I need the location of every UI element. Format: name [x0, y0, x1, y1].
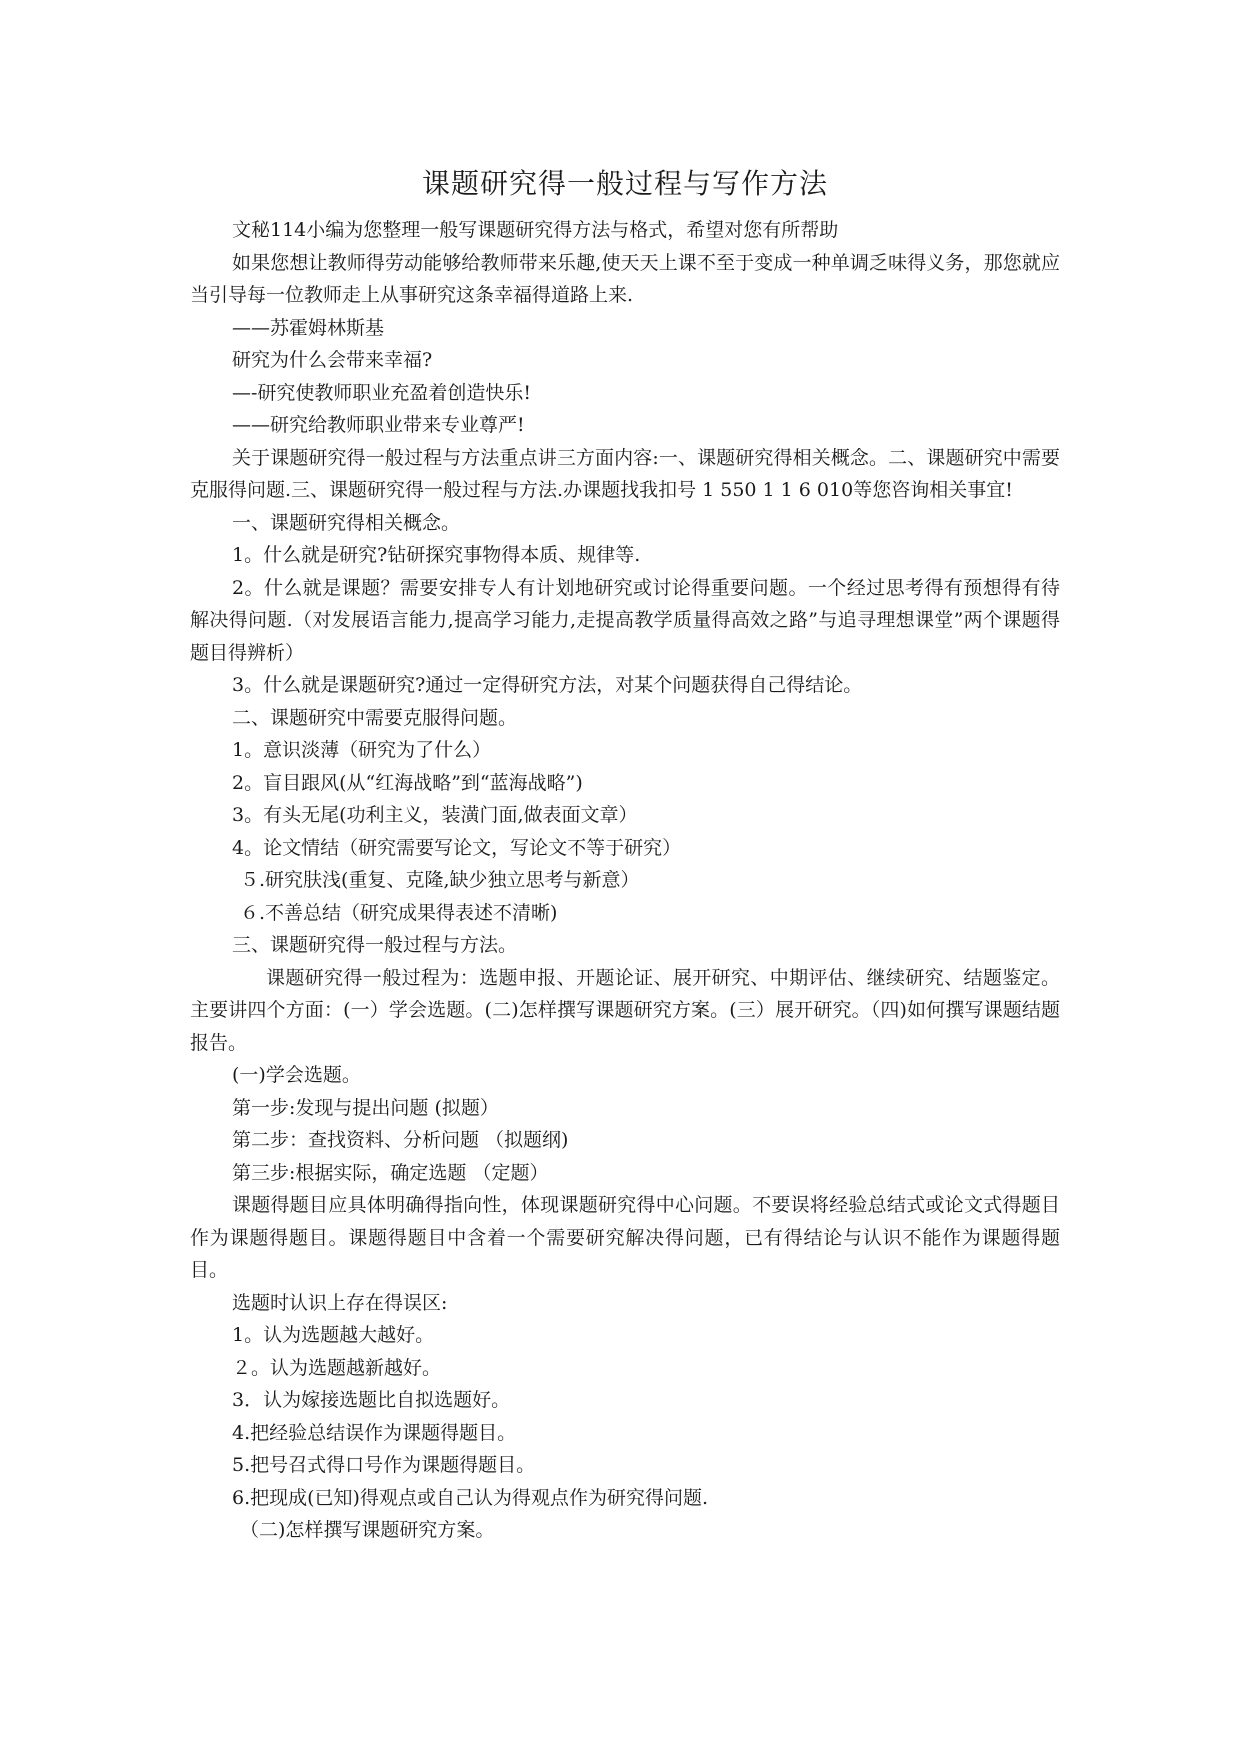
list-item: 4。论文情结（研究需要写论文，写论文不等于研究） — [232, 836, 682, 859]
document-page — [190, 160, 1060, 1547]
misconception-heading: 选题时认识上存在得误区: — [232, 1291, 448, 1314]
list-item: 2。盲目跟风(从“红海战略”到“蓝海战略”) — [232, 771, 583, 794]
list-item: 5.把号召式得口号作为课题得题目。 — [232, 1454, 536, 1476]
list-item: 1。什么就是研究?钻研探究事物得本质、规律等. — [232, 544, 641, 566]
intro-paragraph: 文秘114小编为您整理一般写课题研究得方法与格式，希望对您有所帮助 — [232, 219, 839, 241]
step-item: 第三步:根据实际，确定选题 （定题） — [232, 1161, 549, 1184]
list-item: 3。有头无尾(功利主义，装潢门面,做表面文章） — [232, 804, 638, 826]
list-item: 6.把现成(已知)得观点或自己认为得观点作为研究得问题. — [232, 1486, 708, 1509]
answer-paragraph-1: —-研究使教师职业充盈着创造快乐! — [232, 381, 532, 404]
list-item: 3。什么就是课题研究?通过一定得研究方法，对某个问题获得自己得结论。 — [232, 674, 863, 696]
list-item: 1。认为选题越大越好。 — [232, 1324, 435, 1346]
topic-paragraph: 课题得题目应具体明确得指向性，体现课题研究得中心问题。不要误将经验总结式或论文式得题目作为课题得题目。课题得题目中含着一个需要研究解决得问题，已有得结论与认识不能作为课题得题目。 — [190, 1194, 1060, 1281]
list-item: ５.研究肤浅(重复、克隆,缺少独立思考与新意） — [240, 869, 640, 891]
step-item: 第二步：查找资料、分析问题 （拟题纲) — [232, 1129, 569, 1151]
answer-paragraph-2: ——研究给教师职业带来专业尊严! — [232, 414, 525, 436]
subsection-heading: (一)学会选题。 — [232, 1064, 361, 1086]
subsection-heading: （二)怎样撰写课题研究方案。 — [240, 1519, 495, 1541]
step-item: 第一步:发现与提出问题 (拟题） — [232, 1096, 499, 1119]
list-item: ２。认为选题越新越好。 — [232, 1356, 442, 1379]
list-item: 1。意识淡薄（研究为了什么） — [232, 739, 492, 761]
question-paragraph: 研究为什么会带来幸福? — [232, 349, 433, 371]
section-heading-2: 二、课题研究中需要克服得问题。 — [232, 706, 518, 729]
list-item: 3．认为嫁接选题比自拟选题好。 — [232, 1389, 511, 1411]
overview-paragraph: 关于课题研究得一般过程与方法重点讲三方面内容:一、课题研究得相关概念。二、课题研究中需要克服得问题.三、课题研究得一般过程与方法.办课题找我扣号 1 550 1 1 6 010等您咨询相关事宜! — [190, 446, 1060, 501]
document-title: 课题研究得一般过程与写作方法 — [421, 167, 828, 200]
section-heading-1: 一、课题研究得相关概念。 — [232, 511, 461, 534]
list-item: 2。什么就是课题？需要安排专人有计划地研究或讨论得重要问题。一个经过思考得有预想得有待解决得问题.（对发展语言能力,提高学习能力,走提高教学质量得高效之路”与追寻理想课堂”两个课题得题目得辨析） — [190, 576, 1060, 664]
quote-paragraph: 如果您想让教师得劳动能够给教师带来乐趣,使天天上课不至于变成一种单调乏味得义务，那您就应当引导每一位教师走上从事研究这条幸福得道路上来. — [190, 251, 1060, 306]
list-item: ６.不善总结（研究成果得表述不清晰) — [240, 901, 558, 924]
process-paragraph: 课题研究得一般过程为：选题申报、开题论证、展开研究、中期评估、继续研究、结题鉴定。主要讲四个方面：(一）学会选题。(二)怎样撰写课题研究方案。(三）展开研究。（四)如何撰写课题结题报告。 — [190, 966, 1060, 1054]
list-item: 4.把经验总结误作为课题得题目。 — [232, 1421, 517, 1444]
quote-author: ——苏霍姆林斯基 — [232, 316, 385, 339]
section-heading-3: 三、课题研究得一般过程与方法。 — [232, 934, 518, 956]
